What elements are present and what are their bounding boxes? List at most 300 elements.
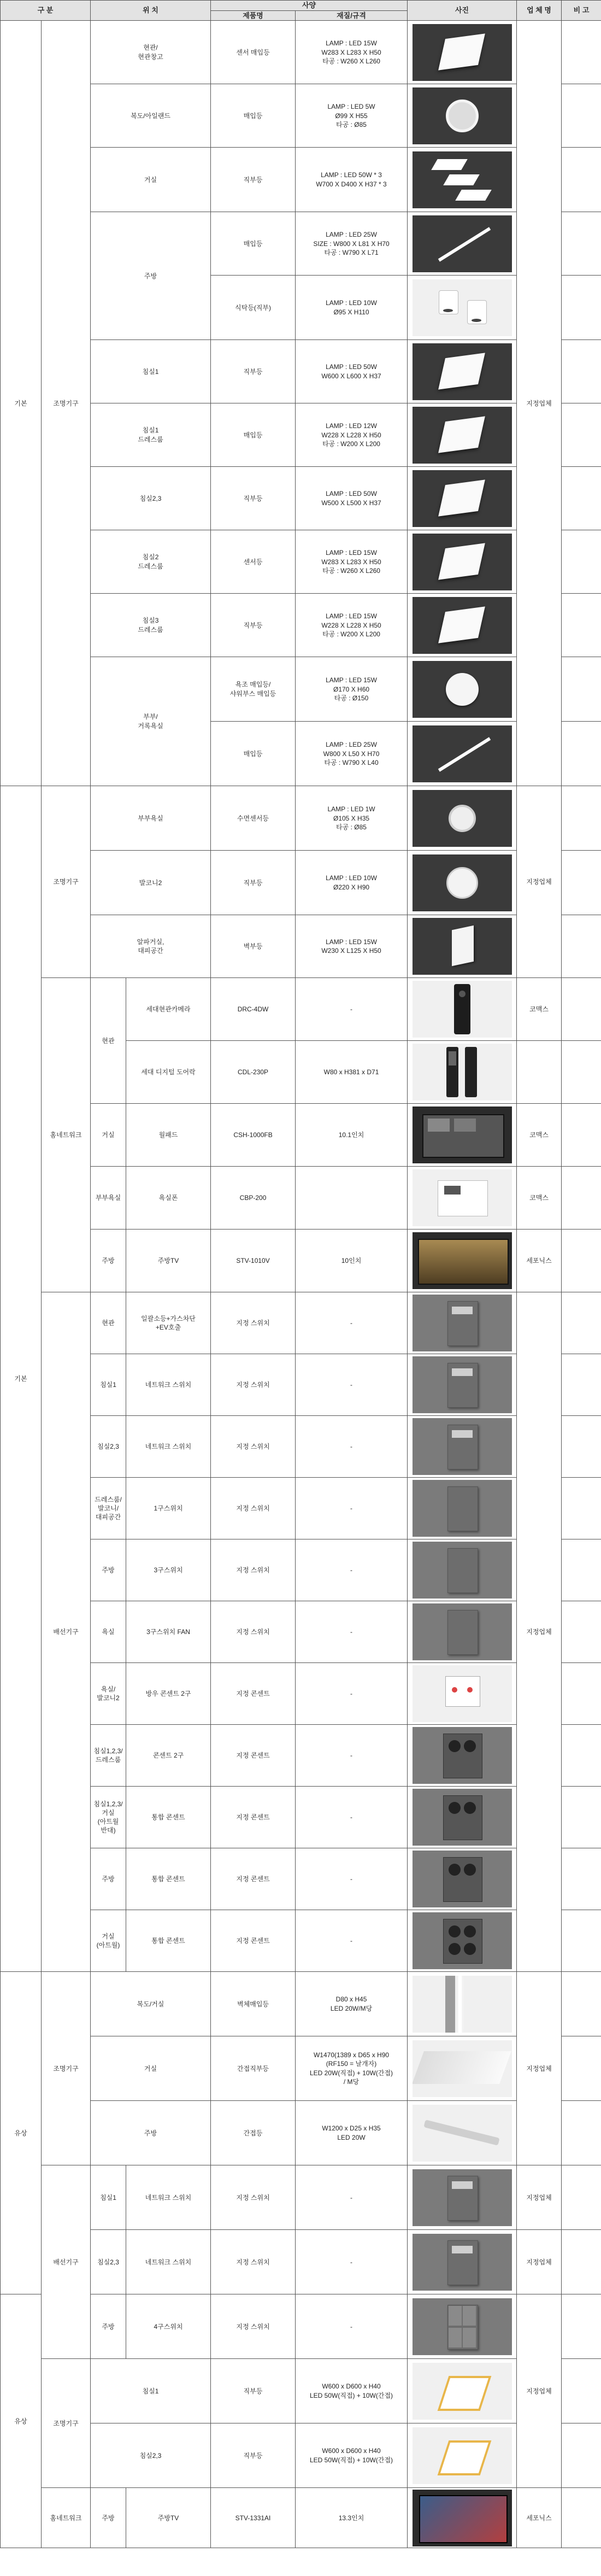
photo-cell: [408, 340, 517, 403]
table-row: [1, 2230, 601, 2294]
spec-size: -: [296, 1539, 408, 1601]
spec-size: -: [296, 1478, 408, 1539]
location-cell: 부부/ 거록욕실: [91, 657, 211, 786]
note-cell: [562, 530, 601, 594]
table-row: [1, 1910, 601, 1972]
location-cell: 주방: [91, 1848, 126, 1910]
photo-cell: [408, 1354, 517, 1416]
spec-size: LAMP : LED 15W W230 X L125 X H50: [296, 915, 408, 978]
photo-cell: [408, 2423, 517, 2488]
product-name: 매입등: [211, 84, 296, 148]
table-row: [1, 148, 601, 212]
spec-size: -: [296, 1601, 408, 1663]
vendor-cell: 지정업체: [517, 2165, 562, 2230]
round-sensor-light-icon: [413, 790, 512, 847]
vendor-cell: 코맥스: [517, 1104, 562, 1167]
product-name: DRC-4DW: [211, 978, 296, 1041]
note-cell: [562, 2359, 601, 2423]
product-name: 지정 콘센트: [211, 1725, 296, 1787]
spec-size: LAMP : LED 10W Ø95 X H110: [296, 276, 408, 340]
spec-size: 13.3인치: [296, 2488, 408, 2548]
product-name: 지정 콘센트: [211, 1848, 296, 1910]
location-cell: 침실2,3: [91, 2230, 126, 2294]
photo-cell: [408, 1539, 517, 1601]
subcategory-wiring: 배선기구: [42, 2165, 91, 2359]
note-cell: [562, 851, 601, 915]
location-cell: 침실1,2,3/ 거실 (아트월 반대): [91, 1787, 126, 1848]
location-cell: 침실2,3: [91, 2423, 211, 2488]
location-cell: 알파거실, 대피공간: [91, 915, 211, 978]
product-name: 지정 스위치: [211, 2165, 296, 2230]
spec-size: D80 x H45 LED 20W/M당: [296, 1972, 408, 2036]
square-panel-light-icon: [413, 407, 512, 464]
spec-size: -: [296, 1663, 408, 1725]
location-cell: 복도/아일랜드: [91, 84, 211, 148]
product-name: 지정 콘센트: [211, 1910, 296, 1972]
four-gang-switch-icon: [413, 2298, 512, 2355]
vendor-cell: 지정업체: [517, 786, 562, 978]
spec-size: -: [296, 1292, 408, 1354]
photo-cell: [408, 2036, 517, 2101]
product-name: 직부등: [211, 148, 296, 212]
round-downlight-icon: [413, 87, 512, 144]
location-item: 주방TV: [126, 2488, 211, 2548]
table-row: [1, 1601, 601, 1663]
linear-light-icon: [413, 215, 512, 272]
smart-tv-icon: [413, 2490, 512, 2546]
master-switch-icon: [413, 1295, 512, 1351]
location-cell: 주방: [91, 2294, 126, 2359]
spec-size: LAMP : LED 12W W228 X L228 X H50 타공 : W200 X L200: [296, 403, 408, 467]
note-cell: [562, 1167, 601, 1230]
spec-size: W600 x D600 x H40 LED 50W(직접) + 10W(간접): [296, 2423, 408, 2488]
note-cell: [562, 657, 601, 722]
spec-size: LAMP : LED 15W W283 X L283 X H50 타공 : W260 X L260: [296, 21, 408, 84]
photo-cell: [408, 1041, 517, 1104]
product-name: STV-1331AI: [211, 2488, 296, 2548]
table-row: [1, 340, 601, 403]
product-name: 지정 스위치: [211, 2230, 296, 2294]
table-row: [1, 978, 601, 1041]
subcategory-lighting: 조명기구: [42, 2359, 91, 2488]
note-cell: [562, 1972, 601, 2036]
header-photo: 사진: [408, 1, 517, 21]
note-cell: [562, 1663, 601, 1725]
photo-cell: [408, 467, 517, 530]
table-row: [1, 212, 601, 276]
photo-cell: [408, 276, 517, 340]
product-name: 매입등: [211, 403, 296, 467]
location-item: 월패드: [126, 1104, 211, 1167]
location-cell: 침실1: [91, 1354, 126, 1416]
spec-size: LAMP : LED 25W W800 X L50 X H70 타공 : W790 X L40: [296, 722, 408, 786]
photo-cell: [408, 1292, 517, 1354]
square-panel-light-icon: [413, 470, 512, 527]
spec-size: -: [296, 2294, 408, 2359]
photo-cell: [408, 1167, 517, 1230]
spec-size: -: [296, 1354, 408, 1416]
table-row: [1, 2359, 601, 2423]
category-basic: 기본: [1, 21, 42, 786]
table-row: [1, 1972, 601, 2036]
table-row: [1, 1104, 601, 1167]
kitchen-tv-icon: [413, 1232, 512, 1289]
spec-size: 10인치: [296, 1230, 408, 1292]
spec-size: W1200 x D25 x H35 LED 20W: [296, 2101, 408, 2165]
product-name: 매입등: [211, 722, 296, 786]
photo-cell: [408, 2165, 517, 2230]
location-cell: 현관: [91, 978, 126, 1104]
photo-cell: [408, 657, 517, 722]
location-item: 콘센트 2구: [126, 1725, 211, 1787]
subcategory-homenet: 홈네트워크: [42, 978, 91, 1292]
note-cell: [562, 1910, 601, 1972]
vendor-cell: 세포닉스: [517, 1230, 562, 1292]
location-item: 1구스위치: [126, 1478, 211, 1539]
photo-cell: [408, 1104, 517, 1167]
product-name: 직부등: [211, 2359, 296, 2423]
note-cell: [562, 1539, 601, 1601]
header-vendor: 업 체 명: [517, 1, 562, 21]
location-cell: 침실3 드레스룸: [91, 594, 211, 657]
network-switch-icon: [413, 1356, 512, 1413]
location-cell: 주방: [91, 1230, 126, 1292]
location-cell: 부부욕실: [91, 1167, 126, 1230]
photo-cell: [408, 915, 517, 978]
network-switch-icon: [413, 2234, 512, 2291]
network-switch-icon: [413, 1418, 512, 1475]
location-item: 방우 콘센트 2구: [126, 1663, 211, 1725]
table-row: [1, 786, 601, 851]
photo-cell: [408, 722, 517, 786]
table-row: [1, 467, 601, 530]
photo-cell: [408, 2230, 517, 2294]
location-item: 통합 콘센트: [126, 1787, 211, 1848]
product-name: 센서 매입등: [211, 21, 296, 84]
indirect-light-icon: [413, 2040, 512, 2097]
product-name: 매입등: [211, 212, 296, 276]
header-note: 비 고: [562, 1, 601, 21]
product-name: 지정 스위치: [211, 1354, 296, 1416]
note-cell: [562, 1478, 601, 1539]
note-cell: [562, 786, 601, 851]
vendor-cell: 지정업체: [517, 2230, 562, 2294]
triple-panel-light-icon: [413, 151, 512, 208]
location-item: 일괄소등+가스차단 +EV호출: [126, 1292, 211, 1354]
photo-cell: [408, 403, 517, 467]
vendor-cell: 세포닉스: [517, 2488, 562, 2548]
photo-cell: [408, 530, 517, 594]
location-cell: 주방: [91, 1539, 126, 1601]
table-row: [1, 2294, 601, 2359]
table-row: [1, 403, 601, 467]
door-lock-icon: [413, 1044, 512, 1100]
location-cell: 침실2,3: [91, 1416, 126, 1478]
fan-switch-icon: [413, 1603, 512, 1660]
photo-cell: [408, 978, 517, 1041]
spec-size: LAMP : LED 15W Ø170 X H60 타공 : Ø150: [296, 657, 408, 722]
round-panel-light-icon: [413, 661, 512, 718]
round-ceiling-light-icon: [413, 854, 512, 911]
frame-light-icon: [413, 2363, 512, 2420]
note-cell: [562, 2036, 601, 2101]
vendor-cell: 지정업체: [517, 2294, 562, 2488]
location-cell: 거실: [91, 1104, 126, 1167]
subcategory-lighting: 조명기구: [42, 786, 91, 978]
product-name: STV-1010V: [211, 1230, 296, 1292]
location-item: 네트워크 스위치: [126, 2165, 211, 2230]
product-name: 욕조 매입등/ 샤워부스 매입등: [211, 657, 296, 722]
note-cell: [562, 722, 601, 786]
product-name: 직부등: [211, 594, 296, 657]
cove-light-icon: [413, 2105, 512, 2162]
table-row: [1, 1787, 601, 1848]
combo-outlet-icon: [413, 1851, 512, 1907]
photo-cell: [408, 1416, 517, 1478]
frame-light-icon: [413, 2427, 512, 2484]
location-cell: 욕실/ 발코니2: [91, 1663, 126, 1725]
note-cell: [562, 1041, 601, 1104]
subcategory-lighting: 조명기구: [42, 21, 91, 786]
spec-size: -: [296, 1910, 408, 1972]
spec-size: -: [296, 1416, 408, 1478]
photo-cell: [408, 1663, 517, 1725]
table-row: [1, 2036, 601, 2101]
photo-cell: [408, 1230, 517, 1292]
photo-cell: [408, 2359, 517, 2423]
spec-size: -: [296, 1787, 408, 1848]
note-cell: [562, 594, 601, 657]
location-cell: 부부욕실: [91, 786, 211, 851]
vendor-cell: 코맥스: [517, 1167, 562, 1230]
note-cell: [562, 148, 601, 212]
table-row: [1, 21, 601, 84]
quad-outlet-icon: [413, 1912, 512, 1969]
note-cell: [562, 276, 601, 340]
photo-cell: [408, 1972, 517, 2036]
spec-size: [296, 1167, 408, 1230]
photo-cell: [408, 1910, 517, 1972]
subcategory-lighting: 조명기구: [42, 1972, 91, 2165]
photo-cell: [408, 786, 517, 851]
vendor-cell: 지정업체: [517, 1292, 562, 1972]
wall-light-icon: [413, 918, 512, 975]
location-item: 주방TV: [126, 1230, 211, 1292]
location-item: 네트워크 스위치: [126, 1354, 211, 1416]
vendor-cell: 코맥스: [517, 978, 562, 1041]
spec-size: -: [296, 978, 408, 1041]
note-cell: [562, 1601, 601, 1663]
photo-cell: [408, 594, 517, 657]
header-spec: 사양: [211, 1, 408, 11]
spec-size: W1470(1389 x D65 x H90 (RF150 = 날개자) LED 20W(직접) + 10W(간접) / M당: [296, 2036, 408, 2101]
table-row: [1, 1539, 601, 1601]
network-switch-icon: [413, 2169, 512, 2226]
photo-cell: [408, 1478, 517, 1539]
location-cell: 발코니2: [91, 851, 211, 915]
note-cell: [562, 340, 601, 403]
table-row: [1, 1167, 601, 1230]
location-cell: 거실 (아트월): [91, 1910, 126, 1972]
square-panel-light-icon: [413, 597, 512, 654]
note-cell: [562, 1787, 601, 1848]
location-item: 세대현관카메라: [126, 978, 211, 1041]
location-item: 욕실폰: [126, 1167, 211, 1230]
waterproof-outlet-icon: [413, 1665, 512, 1722]
location-cell: 복도/거실: [91, 1972, 211, 2036]
spec-size: 10.1인치: [296, 1104, 408, 1167]
product-name: 직부등: [211, 340, 296, 403]
subcategory-wiring: 배선기구: [42, 1292, 91, 1972]
location-cell: 주방: [91, 212, 211, 340]
photo-cell: [408, 2101, 517, 2165]
product-name: 직부등: [211, 851, 296, 915]
table-row: [1, 1725, 601, 1787]
subcategory-homenet: 홈네트워크: [42, 2488, 91, 2548]
spec-size: LAMP : LED 5W Ø99 X H55 타공 : Ø85: [296, 84, 408, 148]
photo-cell: [408, 1725, 517, 1787]
location-cell: 현관/ 현관창고: [91, 21, 211, 84]
note-cell: [562, 212, 601, 276]
cylinder-light-icon: [413, 279, 512, 336]
product-name: 지정 스위치: [211, 1478, 296, 1539]
photo-cell: [408, 2294, 517, 2359]
location-item: 네트워크 스위치: [126, 2230, 211, 2294]
table-row: [1, 1478, 601, 1539]
header-category: 구 분: [1, 1, 91, 21]
note-cell: [562, 2101, 601, 2165]
location-cell: 침실1 드레스룸: [91, 403, 211, 467]
header-size: 재질/규격: [296, 10, 408, 21]
location-cell: 드레스룸/ 발코니/ 대피공간: [91, 1478, 126, 1539]
category-option: 유상: [1, 2294, 42, 2548]
note-cell: [562, 978, 601, 1041]
note-cell: [562, 2294, 601, 2359]
note-cell: [562, 1104, 601, 1167]
square-panel-light-icon: [413, 24, 512, 81]
product-name: 벽체매입등: [211, 1972, 296, 2036]
product-name: 간접직부등: [211, 2036, 296, 2101]
location-cell: 거실: [91, 148, 211, 212]
note-cell: [562, 2423, 601, 2488]
spec-size: LAMP : LED 1W Ø105 X H35 타공 : Ø85: [296, 786, 408, 851]
spec-size: -: [296, 1848, 408, 1910]
product-name: CBP-200: [211, 1167, 296, 1230]
note-cell: [562, 1354, 601, 1416]
table-row: [1, 594, 601, 657]
header-product: 제품명: [211, 10, 296, 21]
note-cell: [562, 1230, 601, 1292]
product-name: 지정 스위치: [211, 1416, 296, 1478]
product-name: 지정 스위치: [211, 1539, 296, 1601]
wall-recessed-light-icon: [413, 1976, 512, 2033]
spec-size: -: [296, 2230, 408, 2294]
table-row: [1, 530, 601, 594]
product-name: 직부등: [211, 2423, 296, 2488]
category-option: 유상: [1, 1972, 42, 2294]
table-row: [1, 1416, 601, 1478]
combo-outlet-icon: [413, 1789, 512, 1846]
header-location: 위 치: [91, 1, 211, 21]
note-cell: [562, 2230, 601, 2294]
photo-cell: [408, 21, 517, 84]
location-cell: 거실: [91, 2036, 211, 2101]
location-item: 4구스위치: [126, 2294, 211, 2359]
location-cell: 욕실: [91, 1601, 126, 1663]
product-name: 직부등: [211, 467, 296, 530]
note-cell: [562, 1292, 601, 1354]
product-name: 간접등: [211, 2101, 296, 2165]
location-cell: 침실1,2,3/ 드레스룸: [91, 1725, 126, 1787]
square-panel-light-icon: [413, 534, 512, 590]
spec-size: -: [296, 1725, 408, 1787]
product-name: CDL-230P: [211, 1041, 296, 1104]
note-cell: [562, 403, 601, 467]
vendor-cell: 지정업체: [517, 21, 562, 786]
table-row: [1, 2423, 601, 2488]
category-basic: 기본: [1, 786, 42, 1972]
location-cell: 침실1: [91, 340, 211, 403]
product-name: 센서등: [211, 530, 296, 594]
table-row: [1, 2101, 601, 2165]
spec-size: LAMP : LED 10W Ø220 X H90: [296, 851, 408, 915]
vendor-cell: [517, 1041, 562, 1104]
photo-cell: [408, 2488, 517, 2548]
product-name: 지정 콘센트: [211, 1787, 296, 1848]
double-outlet-icon: [413, 1727, 512, 1784]
spec-size: LAMP : LED 50W W500 X L500 X H37: [296, 467, 408, 530]
location-item: 3구스위치 FAN: [126, 1601, 211, 1663]
location-item: 3구스위치: [126, 1539, 211, 1601]
photo-cell: [408, 84, 517, 148]
location-item: 통합 콘센트: [126, 1910, 211, 1972]
photo-cell: [408, 1601, 517, 1663]
photo-cell: [408, 1848, 517, 1910]
product-name: 지정 스위치: [211, 1292, 296, 1354]
three-gang-switch-icon: [413, 1542, 512, 1599]
location-cell: 침실1: [91, 2359, 211, 2423]
spec-size: LAMP : LED 25W SIZE : W800 X L81 X H70 타공 : W790 X L71: [296, 212, 408, 276]
product-name: 지정 스위치: [211, 1601, 296, 1663]
door-camera-icon: [413, 981, 512, 1038]
location-item: 세대 디지털 도어락: [126, 1041, 211, 1104]
photo-cell: [408, 851, 517, 915]
product-name: 수면센서등: [211, 786, 296, 851]
note-cell: [562, 915, 601, 978]
location-cell: 현관: [91, 1292, 126, 1354]
product-name: CSH-1000FB: [211, 1104, 296, 1167]
spec-size: LAMP : LED 15W W228 X L228 X H50 타공 : W200 X L200: [296, 594, 408, 657]
spec-size: -: [296, 2165, 408, 2230]
product-name: 지정 스위치: [211, 2294, 296, 2359]
table-row: [1, 2488, 601, 2548]
one-gang-switch-icon: [413, 1480, 512, 1537]
spec-size: W80 x H381 x D71: [296, 1041, 408, 1104]
table-row: [1, 851, 601, 915]
table-row: [1, 2165, 601, 2230]
spec-size: LAMP : LED 15W W283 X L283 X H50 타공 : W260 X L260: [296, 530, 408, 594]
note-cell: [562, 467, 601, 530]
location-cell: 침실1: [91, 2165, 126, 2230]
photo-cell: [408, 148, 517, 212]
table-row: [1, 1354, 601, 1416]
note-cell: [562, 2488, 601, 2548]
location-cell: 주방: [91, 2488, 126, 2548]
note-cell: [562, 21, 601, 84]
location-cell: 침실2 드레스룸: [91, 530, 211, 594]
table-row: [1, 1848, 601, 1910]
linear-light-icon: [413, 725, 512, 782]
